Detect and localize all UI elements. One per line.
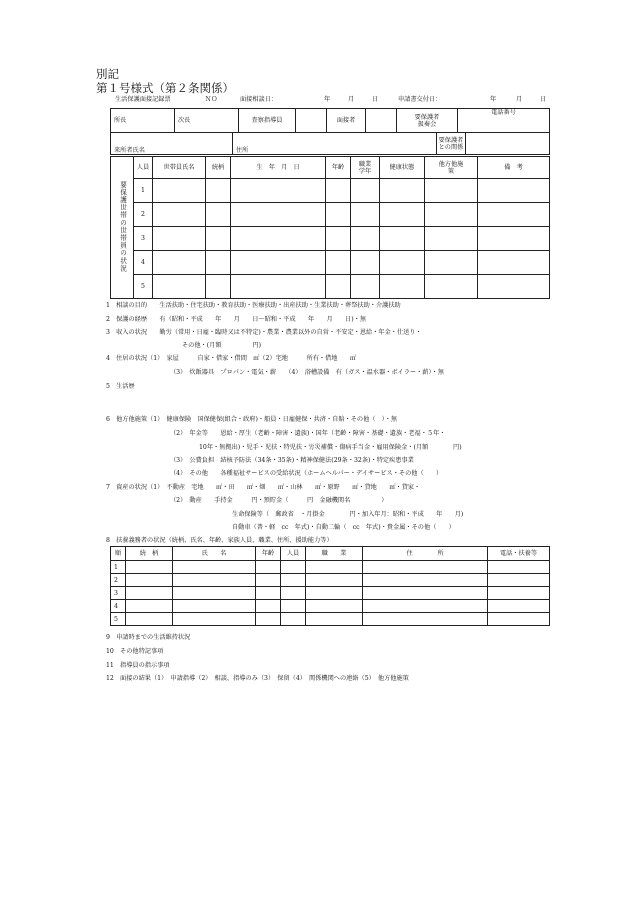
day-label: 日 (540, 96, 547, 103)
cell[interactable] (488, 613, 550, 626)
cell[interactable] (380, 179, 425, 203)
item-11: 11 指導員の指示事項 (106, 662, 170, 669)
col-header: 年齢 (326, 157, 351, 179)
item-1: 1 相談の目的 生活扶助・住宅扶助・教育扶助・医療扶助・出産扶助・生業扶助・葬祭扶助・介護扶助 (106, 302, 401, 309)
welfare-commissioner-label: 要保護者 扱奏会 (397, 109, 458, 133)
support-table (110, 546, 550, 626)
cell[interactable] (306, 561, 363, 574)
cell[interactable] (281, 574, 306, 587)
item-6-sub: 10年・無拠出)・児手・児扶・特児扶・労災補償・傷病手当金・雇用保険金・(月額 円) (199, 444, 462, 451)
cell[interactable] (326, 179, 351, 203)
item-7: 7 資産の状況（1） 不動産 宅地 ㎡・田 ㎡・畑 ㎡・山林 ㎡・原野 ㎡・貸地 ㎡・貸家・ (106, 484, 421, 491)
day-label: 日 (372, 96, 379, 103)
member-table (110, 156, 550, 299)
cell[interactable] (126, 600, 173, 613)
form-title: 第１号様式（第２条関係） (96, 81, 234, 95)
member-side-label: 要保護世帯の世帯員の状況 (111, 157, 134, 299)
cell[interactable] (256, 574, 281, 587)
col-header: 年齢 (256, 547, 281, 561)
no-label: ＮＯ (205, 96, 218, 103)
month-label: 月 (516, 96, 523, 103)
col-header: 人員 (134, 157, 153, 179)
row-number: 2 (111, 574, 126, 587)
col-header: 氏 名 (173, 547, 256, 561)
cell[interactable] (478, 179, 550, 203)
year-label: 年 (324, 96, 331, 103)
cell[interactable] (326, 227, 351, 251)
cell[interactable] (256, 587, 281, 600)
cell[interactable] (256, 600, 281, 613)
cell[interactable] (153, 179, 206, 203)
row-number: 3 (111, 587, 126, 600)
col-header: 職 業 (306, 547, 363, 561)
cell[interactable] (363, 574, 488, 587)
cell[interactable] (281, 613, 306, 626)
cell[interactable] (380, 203, 425, 227)
item-8: 8 扶養義務者の状況（続柄、氏名、年齢、家族人員、職業、住所、援助能力等） (106, 537, 333, 544)
col-header: 続柄 (206, 157, 231, 179)
deputy-label: 次長 (175, 109, 239, 133)
item-7-sub: 生命保険等（ 郵政省 ・月掛金 円・加入年月：昭和・平成 年 月) (232, 511, 464, 518)
cell[interactable] (326, 251, 351, 275)
supervisor-field[interactable] (296, 109, 327, 133)
cell[interactable] (231, 251, 326, 275)
cell[interactable] (153, 227, 206, 251)
cell[interactable] (206, 227, 231, 251)
col-header: 健康状態 (380, 157, 425, 179)
row-number: 5 (134, 275, 153, 299)
cell[interactable] (153, 251, 206, 275)
cell[interactable] (478, 227, 550, 251)
visitor-table (110, 132, 550, 155)
cell[interactable] (206, 203, 231, 227)
col-header: 順 (111, 547, 126, 561)
col-header: 人員 (281, 547, 306, 561)
betsuki-label: 別記 (96, 67, 119, 81)
item-7-sub: 自動車（普・軽 cc 年式)・自動二輪（ cc 年式)・貴金属・その他（ ） (232, 524, 455, 531)
visitor-name-label: 来所者氏名 (111, 133, 233, 155)
cell[interactable] (281, 587, 306, 600)
item-6-sub: （2） 年金等 恩給・厚生（老齢・障害・遺族)・国年（老齢・障害・基礎・遺族・老福・５年・ (170, 430, 446, 437)
cell[interactable] (281, 600, 306, 613)
cell[interactable] (425, 203, 478, 227)
item-4-sub: （3） 炊飯器具 プロパン・電気・薪 （4） 浴槽設備 有（ガス・温水器・ボイラー・薪）・無 (170, 369, 444, 376)
col-header: 生 年 月 日 (231, 157, 326, 179)
row-number: 3 (134, 227, 153, 251)
cell[interactable] (231, 227, 326, 251)
cell[interactable] (363, 613, 488, 626)
staff-table (110, 108, 550, 133)
cell[interactable] (425, 275, 478, 299)
col-header: 続 柄 (126, 547, 173, 561)
col-header: 世帯員氏名 (153, 157, 206, 179)
cell[interactable] (363, 587, 488, 600)
cell[interactable] (351, 203, 380, 227)
cell[interactable] (351, 275, 380, 299)
cell[interactable] (256, 561, 281, 574)
table-row (111, 600, 550, 613)
table-row (111, 561, 550, 574)
item-10: 10 その他特記事項 (106, 648, 164, 655)
interview-date-label: 面接相談日： (240, 96, 278, 103)
row-number: 4 (111, 600, 126, 613)
application-date-label: 申請書交付日： (398, 96, 442, 103)
cell[interactable] (478, 203, 550, 227)
table-row (111, 251, 550, 275)
table-row (111, 275, 550, 299)
year-label: 年 (490, 96, 497, 103)
item-7-sub: （2） 動産 手持金 円・預貯金（ 円 金融機関名 ） (170, 497, 388, 504)
item-9: 9 申請時までの生活維持状況 (106, 634, 191, 641)
cell[interactable] (281, 561, 306, 574)
cell[interactable] (425, 179, 478, 203)
cell[interactable] (231, 203, 326, 227)
cell[interactable] (380, 275, 425, 299)
cell[interactable] (425, 227, 478, 251)
col-header: 住 所 (363, 547, 488, 561)
cell[interactable] (488, 561, 550, 574)
cell[interactable] (306, 613, 363, 626)
record-title: 生活保護面接記録票 (115, 96, 171, 103)
address-label: 住所 (233, 133, 437, 155)
table-row (111, 203, 550, 227)
cell[interactable] (488, 600, 550, 613)
cell[interactable] (126, 613, 173, 626)
table-row (111, 587, 550, 600)
cell[interactable] (173, 600, 256, 613)
cell[interactable] (488, 574, 550, 587)
cell[interactable] (231, 275, 326, 299)
cell[interactable] (478, 275, 550, 299)
cell[interactable] (351, 179, 380, 203)
row-number: 2 (134, 203, 153, 227)
col-header: 職業 学年 (351, 157, 380, 179)
item-3: 3 収入の状況 勤労（常用・日雇・臨時又は不特定)・農業・農業以外の自営・不安定・恩給・年金・仕送り・ (106, 329, 422, 336)
cell[interactable] (153, 203, 206, 227)
cell[interactable] (173, 561, 256, 574)
cell[interactable] (488, 587, 550, 600)
cell[interactable] (126, 587, 173, 600)
item-6-sub: （4） その他 各種福祉サービスの受給状況（ホームヘルパー・デイサービス・その他（ ） (170, 470, 443, 477)
cell[interactable] (306, 587, 363, 600)
row-number: 1 (134, 179, 153, 203)
cell[interactable] (380, 227, 425, 251)
cell[interactable] (478, 251, 550, 275)
col-header: 備 考 (478, 157, 550, 179)
cell[interactable] (380, 251, 425, 275)
cell[interactable] (256, 613, 281, 626)
table-row (111, 227, 550, 251)
cell[interactable] (363, 561, 488, 574)
cell[interactable] (153, 275, 206, 299)
col-header: 他方他施 策 (425, 157, 478, 179)
col-header: 電話・扶養等 (488, 547, 550, 561)
cell[interactable] (306, 574, 363, 587)
cell[interactable] (173, 613, 256, 626)
cell[interactable] (425, 251, 478, 275)
cell[interactable] (351, 227, 380, 251)
cell[interactable] (173, 574, 256, 587)
table-row (111, 574, 550, 587)
cell[interactable] (173, 587, 256, 600)
item-4: 4 住居の状況（1） 家屋 自家・借家・借間 ㎡（2）宅地 所有・借地 ㎡ (106, 355, 357, 362)
row-number: 4 (134, 251, 153, 275)
interviewer-label: 面接者 (327, 109, 366, 133)
item-6: 6 他方他施策（1） 健康保険 国保健保(組合・政府)・船員・日雇健保・共済・自賠・その他（ ）・無 (106, 416, 398, 423)
table-row (111, 179, 550, 203)
item-12: 12 面接の結果（1） 申請指導（2） 相談、指導のみ（3） 保留（4） 関係機関への連絡（5） 他方他施策 (106, 675, 409, 682)
cell[interactable] (306, 600, 363, 613)
interviewer-field[interactable] (366, 109, 397, 133)
cell[interactable] (363, 600, 488, 613)
item-5: 5 生活歴 (106, 383, 135, 390)
supervisor-label: 査察指導員 (239, 109, 296, 133)
cell[interactable] (206, 251, 231, 275)
item-6-sub: （3） 公費負担 結核予防法（34条・35条)・精神保健法(29条・32条)・特定疾患事業 (170, 457, 414, 464)
cell[interactable] (126, 574, 173, 587)
item-3-sub: その他・(月額 円) (182, 342, 262, 349)
cell[interactable] (326, 203, 351, 227)
director-label: 所長 (111, 109, 175, 133)
relation-label: 要保護者 との関係 (437, 133, 466, 155)
month-label: 月 (348, 96, 355, 103)
cell[interactable] (206, 179, 231, 203)
cell[interactable] (126, 561, 173, 574)
table-row (111, 613, 550, 626)
row-number: 5 (111, 613, 126, 626)
item-2: 2 保護の経歴 有（昭和・平成 年 月 日～昭和・平成 年 月 日)・無 (106, 316, 367, 323)
relation-field[interactable] (466, 133, 550, 155)
cell[interactable] (231, 179, 326, 203)
cell[interactable] (351, 251, 380, 275)
phone-label: 電話番号 (458, 109, 550, 133)
row-number: 1 (111, 561, 126, 574)
cell[interactable] (326, 275, 351, 299)
cell[interactable] (206, 275, 231, 299)
